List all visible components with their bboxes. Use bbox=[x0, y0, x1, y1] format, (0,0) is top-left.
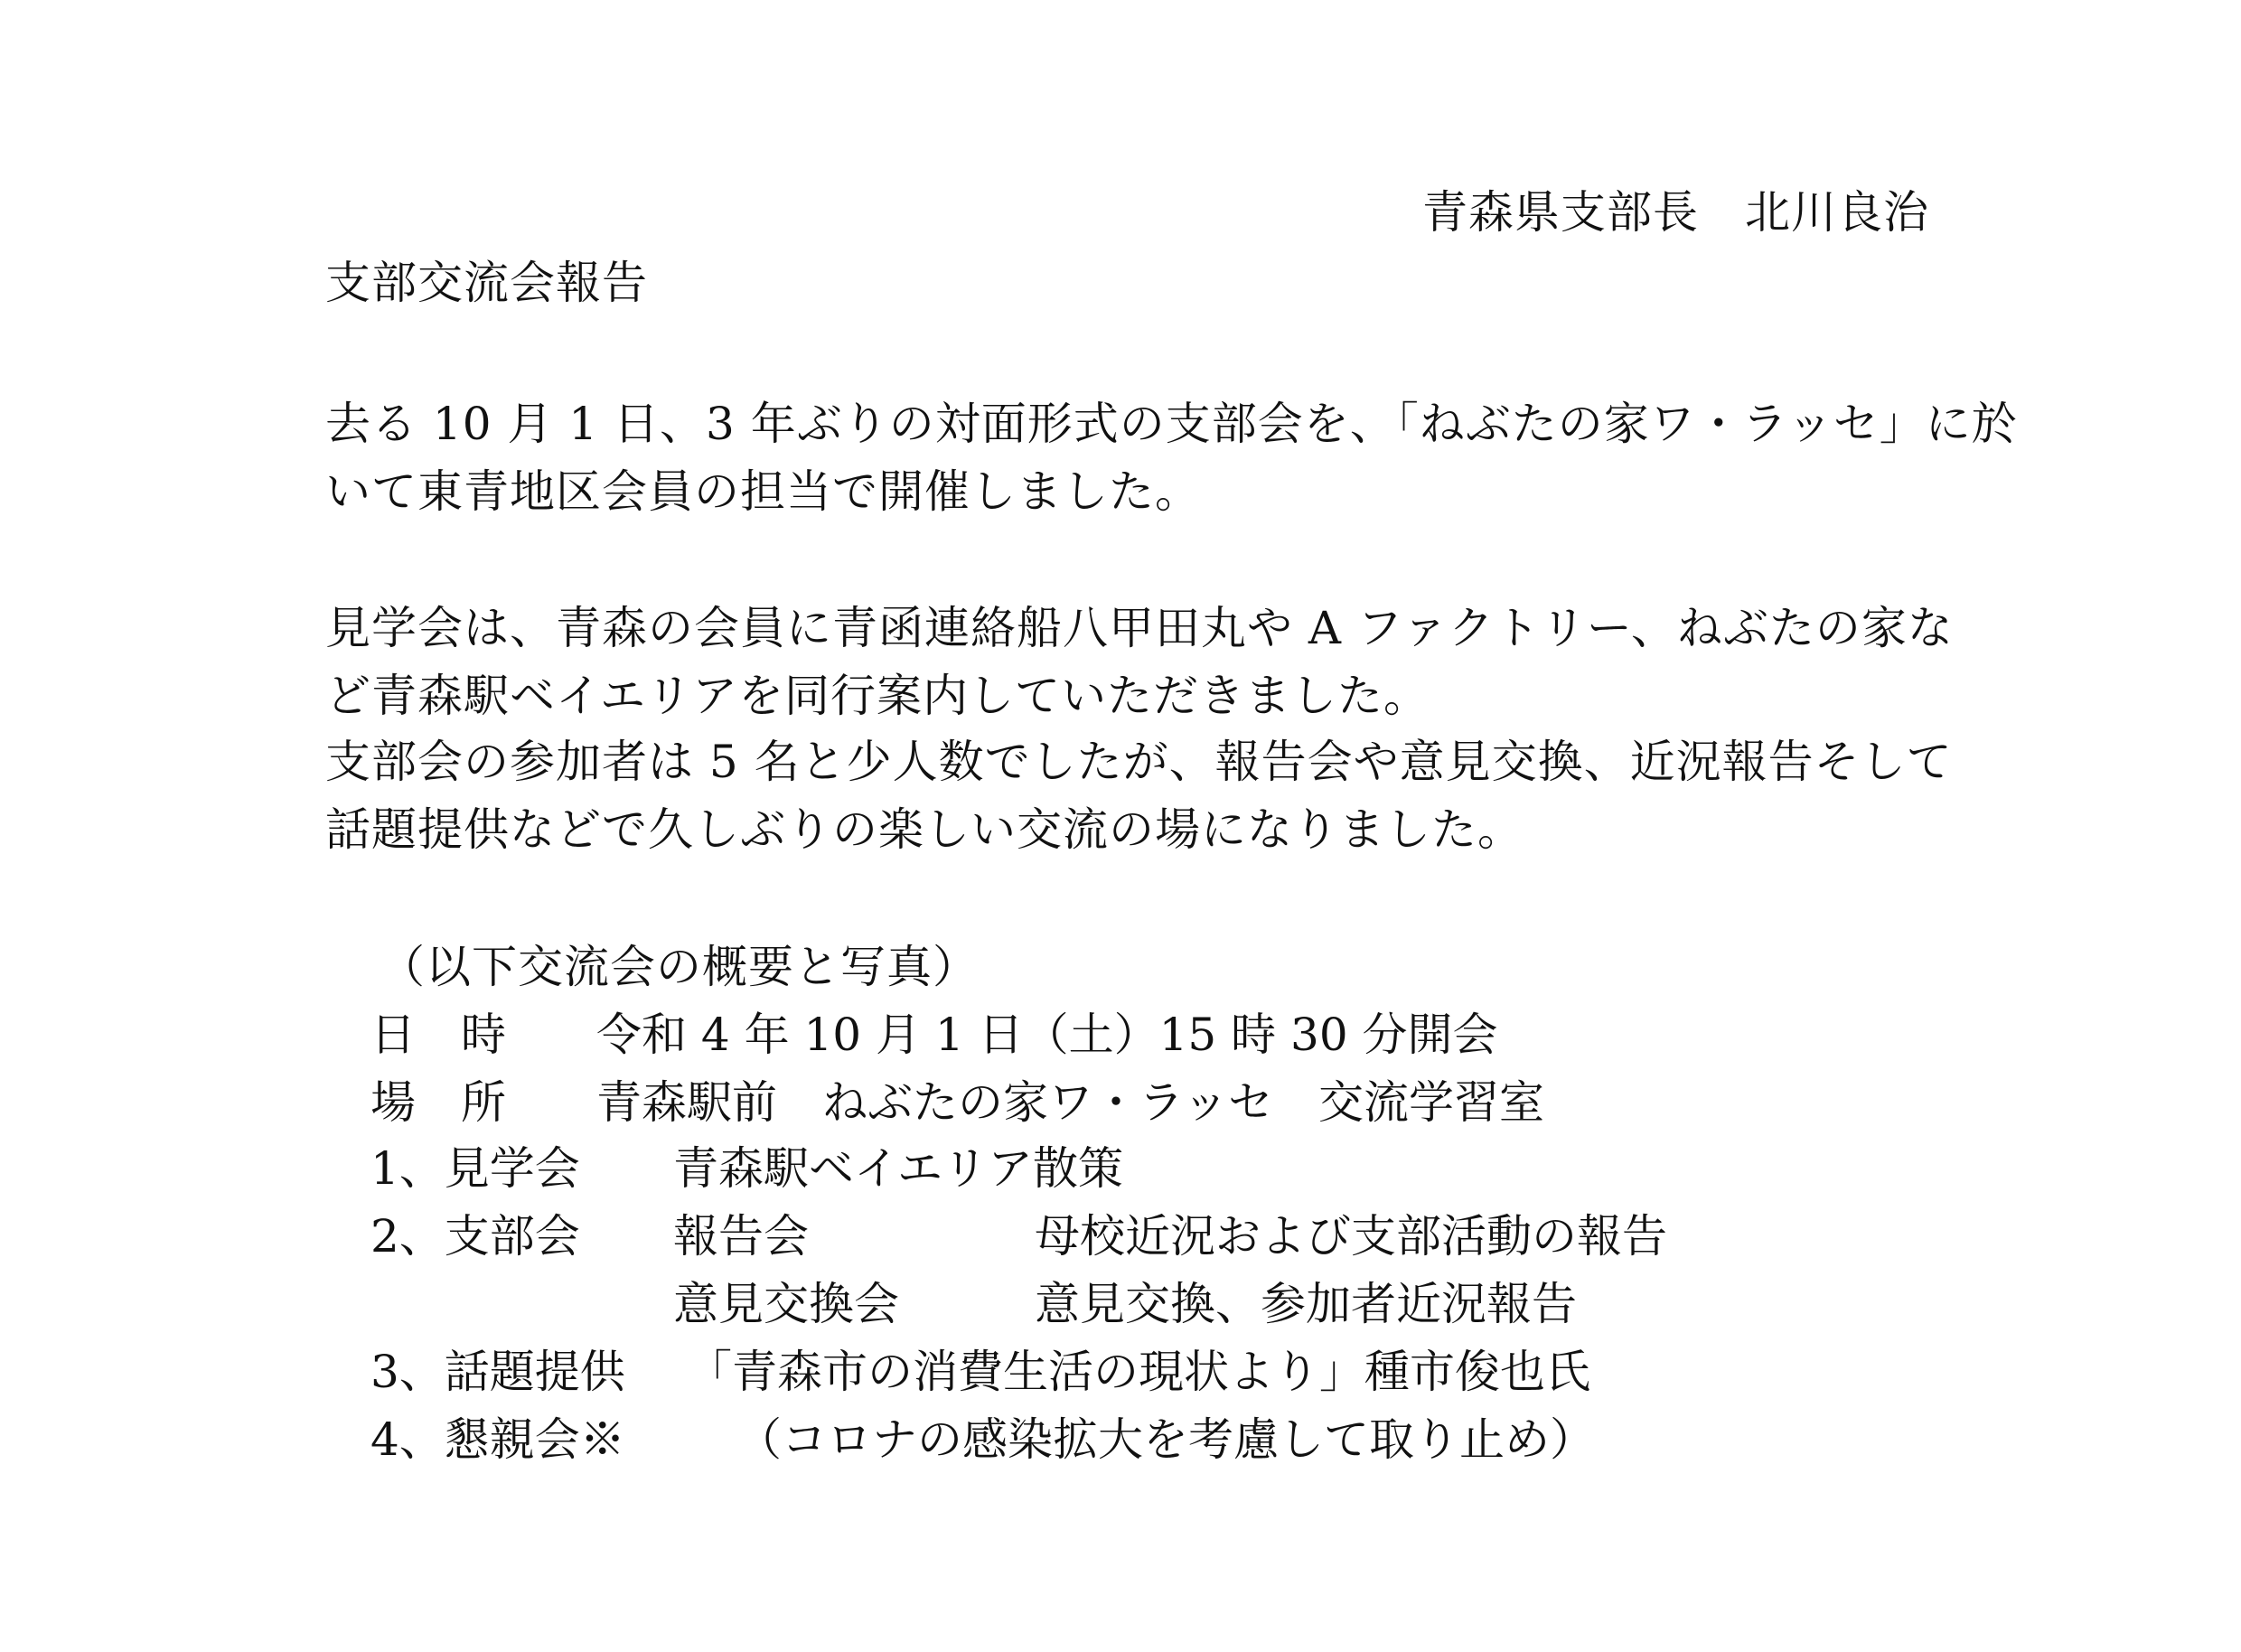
item-name: 意見交換会 bbox=[673, 1278, 899, 1330]
item-name: 報告会 bbox=[673, 1210, 809, 1262]
paragraph-2-line-3: 支部会の参加者は 5 名と少人数でしたが、報告会や意見交換、近況報告そして bbox=[325, 736, 1953, 788]
paragraph-2-line-2: ど青森駅ベイエリアを同行案内していただきました。 bbox=[325, 670, 1430, 722]
item-detail: 母校近況および支部活動の報告 bbox=[1035, 1210, 1667, 1262]
item-number: 1、見学会 bbox=[370, 1142, 580, 1195]
item-number: 4、懇親会※ bbox=[370, 1413, 625, 1466]
item-name: 青森駅ベイエリア散策 bbox=[673, 1142, 1123, 1195]
paragraph-2-line-1: 見学会は、青森の会員に青函連絡船八甲田丸や A ファクトリー、ねぶたの家な bbox=[325, 602, 1954, 654]
item-name: （コロナの感染拡大を考慮して取り止め） bbox=[736, 1413, 1595, 1466]
place-label: 場 所 bbox=[370, 1076, 506, 1129]
overview-note: （以下交流会の概要と写真） bbox=[380, 941, 979, 993]
date-label: 日 時 bbox=[370, 1009, 506, 1061]
document-title: 支部交流会報告 bbox=[325, 257, 648, 309]
paragraph-1-line-1: 去る 10 月 1 日、3 年ぶりの対面形式の支部会を、「ねぶたの家ワ・ラッセ」に於 bbox=[325, 398, 2018, 450]
place-value: 青森駅前 ねぶたの家ワ・ラッセ 交流学習室 bbox=[596, 1076, 1544, 1129]
date-value: 令和 4 年 10 月 1 日（土）15 時 30 分開会 bbox=[596, 1009, 1498, 1061]
item-number: 2、支部会 bbox=[370, 1210, 580, 1262]
paragraph-1-line-2: いて東青地区会員の担当で開催しました。 bbox=[325, 465, 1201, 518]
item-number: 3、話題提供 bbox=[370, 1346, 625, 1398]
item-name: 「青森市の消費生活の現状より」種市俊也氏 bbox=[687, 1346, 1590, 1398]
author-line: 青森県支部長 北川良治 bbox=[1422, 186, 1929, 239]
paragraph-2-line-4: 話題提供などで久しぶりの楽しい交流の場になりました。 bbox=[325, 803, 1524, 856]
item-detail: 意見交換、参加者近況報告 bbox=[1035, 1278, 1577, 1330]
